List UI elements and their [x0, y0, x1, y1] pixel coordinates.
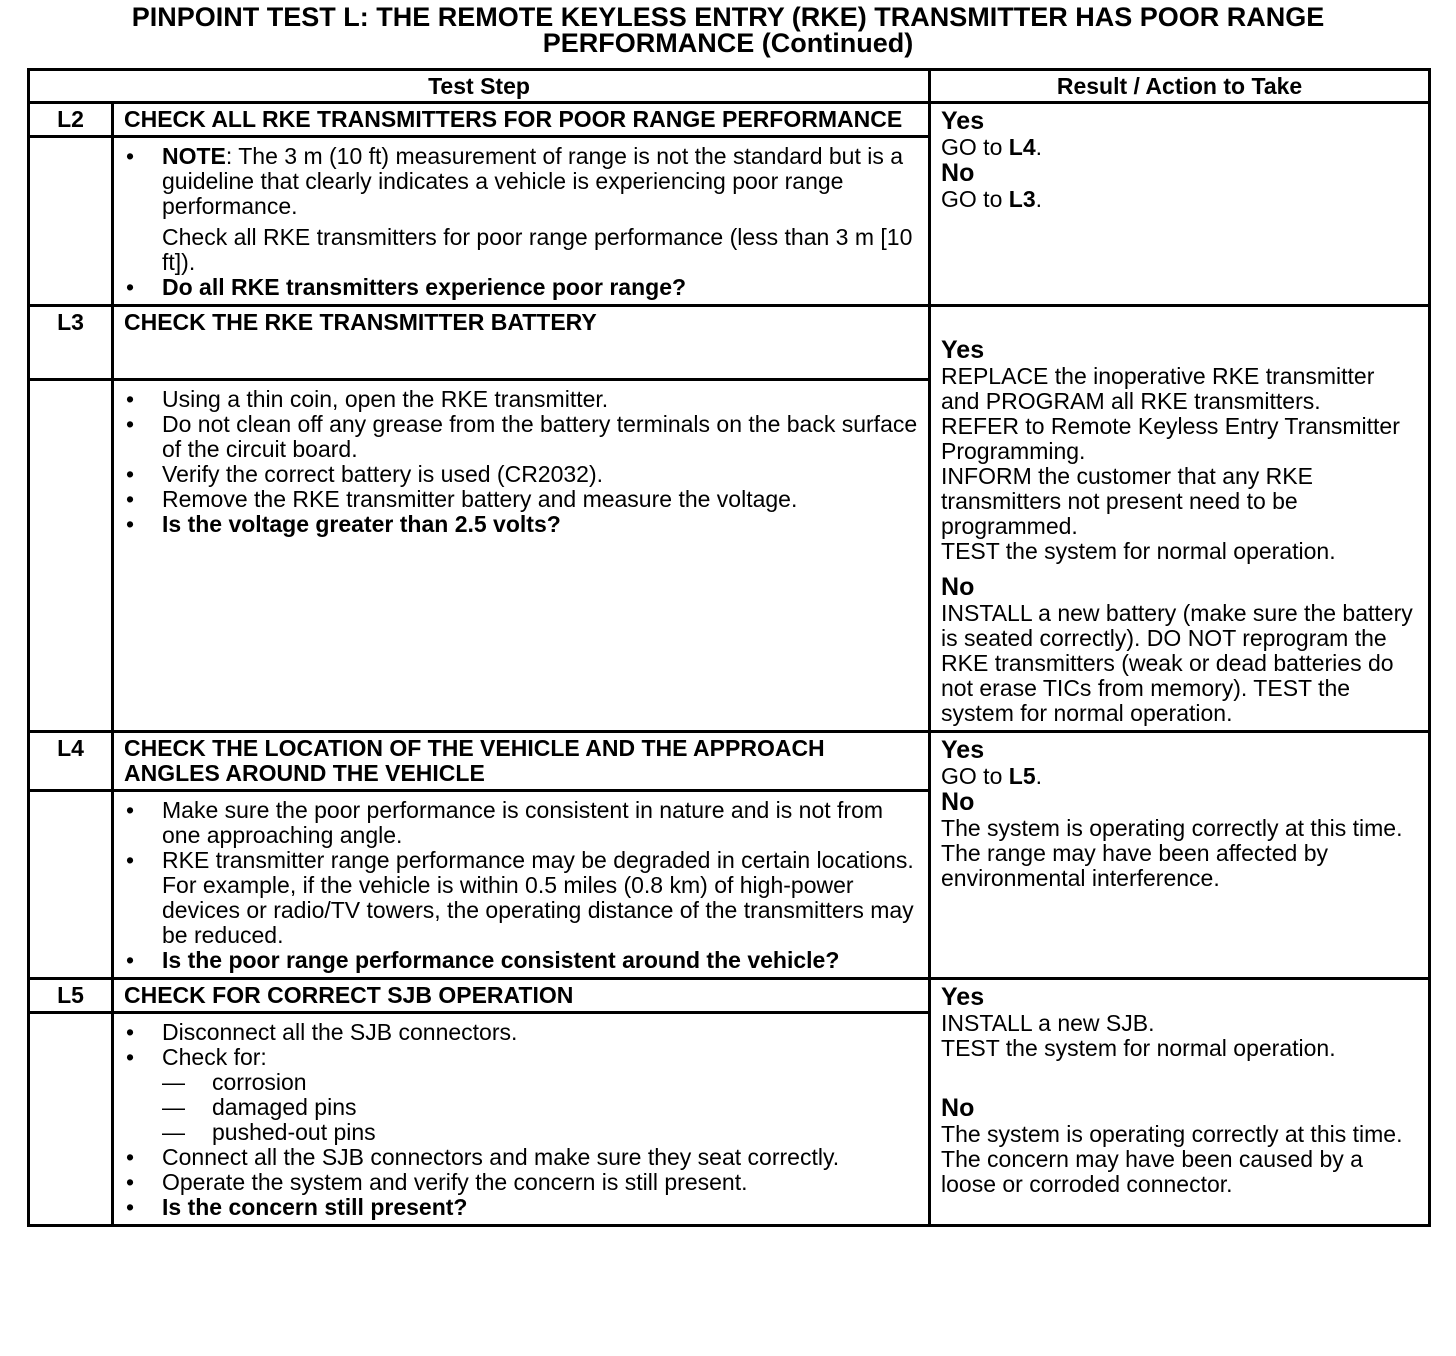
note-label: NOTE [162, 143, 226, 169]
no-label: No [941, 573, 975, 601]
bullet-text: Using a thin coin, open the RKE transmitter. [162, 385, 609, 412]
bullet-item: • RKE transmitter range performance may be degraded in certain locations. For example, if the vehicle is within 0.5 miles (0.8 km) of high-power devices or radio/TV towers, the operating distance of the transmitters may be reduced. [125, 847, 914, 948]
question-text: Is the concern still present? [162, 1194, 468, 1220]
step-heading: CHECK THE LOCATION OF THE VEHICLE AND THE APPROACH ANGLES AROUND THE VEHICLE [113, 732, 930, 791]
bullet-question: • Do all RKE transmitters experience poor range? [125, 274, 687, 300]
yes-label: Yes [941, 107, 985, 135]
step-l2-heading-row [29, 103, 1430, 137]
step-heading: CHECK ALL RKE TRANSMITTERS FOR POOR RANGE PERFORMANCE [113, 103, 930, 137]
yes-line: INSTALL a new SJB. [941, 1010, 1155, 1036]
bullet-question: • Is the voltage greater than 2.5 volts? [125, 510, 561, 537]
yes-label: Yes [941, 983, 985, 1011]
bullet-text: Check for: [162, 1044, 267, 1070]
step-link: L3 [1008, 186, 1036, 212]
yes-line: INFORM the customer that any RKE transmitters not present need to be programmed. [941, 463, 1313, 539]
no-action: The system is operating correctly at this time. The range may have been affected by environmental interference. [941, 815, 1403, 891]
no-label: No [941, 788, 975, 816]
yes-action [941, 764, 1418, 789]
step-number: L2 [29, 103, 113, 137]
dash-mark: — [162, 1094, 185, 1120]
bullet-item: • Verify the correct battery is used (CR2032). [125, 460, 604, 487]
yes-action [941, 135, 1418, 160]
bullet-text: Connect all the SJB connectors and make sure they seat correctly. [162, 1144, 840, 1170]
no-action: The system is operating correctly at this time. The concern may have been caused by a loose or corroded connector. [941, 1121, 1403, 1197]
page-title [0, 4, 1456, 56]
bullet-text: Disconnect all the SJB connectors. [162, 1019, 518, 1045]
step-l4-result [930, 732, 1430, 979]
empty-cell [29, 791, 113, 979]
step-body [113, 791, 930, 979]
no-label: No [941, 1094, 975, 1122]
bullet-item: • Disconnect all the SJB connectors. [125, 1019, 518, 1045]
bullet-text: RKE transmitter range performance may be degraded in certain locations. For example, if the vehicle is within 0.5 miles (0.8 km) of high-power devices or radio/TV towers, the operating distance of the transmitters may be reduced. [162, 847, 914, 948]
step-link: L4 [1008, 134, 1036, 160]
bullet-question: • Is the concern still present? [125, 1194, 468, 1220]
title-line-1: PINPOINT TEST L: THE REMOTE KEYLESS ENTRY (RKE) TRANSMITTER HAS POOR RANGE [131, 2, 1325, 32]
no-action [941, 187, 1418, 212]
bullet-question: • Is the poor range performance consistent around the vehicle? [125, 947, 840, 973]
step-l4-heading-row [29, 732, 1430, 791]
header-row [29, 70, 1430, 103]
bullet-item: • Operate the system and verify the concern is still present. [125, 1169, 748, 1195]
bullet-item: • Do not clean off any grease from the battery terminals on the back surface of the circuit board. [125, 410, 918, 462]
bullet-item: • Remove the RKE transmitter battery and measure the voltage. [125, 485, 798, 512]
yes-line: TEST the system for normal operation. [941, 1035, 1336, 1061]
go-to-text: GO to [941, 186, 1009, 212]
step-l5-heading-row [29, 979, 1430, 1013]
sub-item-text: damaged pins [212, 1094, 357, 1120]
step-number: L5 [29, 979, 113, 1013]
pinpoint-test-table [27, 68, 1431, 1227]
bullet-item: • Check for: [125, 1044, 267, 1070]
dash-mark: — [162, 1069, 185, 1095]
bullet-text: Operate the system and verify the concern is still present. [162, 1169, 748, 1195]
step-l3-heading-row [29, 306, 1430, 380]
bullet-text: Do not clean off any grease from the battery terminals on the back surface of the circuit board. [162, 410, 918, 462]
sub-item-text: corrosion [212, 1069, 307, 1095]
step-number: L4 [29, 732, 113, 791]
bullet-text: Verify the correct battery is used (CR2032). [162, 460, 604, 487]
yes-line: TEST the system for normal operation. [941, 538, 1336, 564]
empty-cell [29, 379, 113, 731]
yes-label: Yes [941, 336, 985, 364]
note-continuation: Check all RKE transmitters for poor range performance (less than 3 m [10 ft]). [162, 224, 913, 275]
test-step-header: Test Step [29, 70, 930, 103]
question-text: Is the poor range performance consistent around the vehicle? [162, 947, 840, 973]
step-l3-result [930, 306, 1430, 732]
no-label: No [941, 159, 975, 187]
period: . [1035, 763, 1042, 789]
result-header: Result / Action to Take [930, 70, 1430, 103]
title-line-2: PERFORMANCE (Continued) [542, 28, 914, 58]
question-text: Do all RKE transmitters experience poor range? [162, 274, 687, 300]
step-l5-result [930, 979, 1430, 1226]
bullet-item: • Make sure the poor performance is consistent in nature and is not from one approaching angle. [125, 797, 884, 848]
sub-item [124, 1120, 918, 1145]
no-action: INSTALL a new battery (make sure the battery is seated correctly). DO NOT reprogram the RKE transmitters (weak or dead batteries do not erase TICs from memory). TEST the system for normal operation. [941, 600, 1413, 726]
go-to-text: GO to [941, 763, 1009, 789]
question-text: Is the voltage greater than 2.5 volts? [162, 510, 561, 537]
empty-cell [29, 137, 113, 306]
sub-item-text: pushed-out pins [212, 1119, 376, 1145]
step-l2-result [930, 103, 1430, 306]
bullet-item: • Using a thin coin, open the RKE transmitter. [125, 385, 609, 412]
go-to-text: GO to [941, 134, 1009, 160]
empty-cell [29, 1013, 113, 1226]
period: . [1035, 134, 1042, 160]
step-heading: CHECK THE RKE TRANSMITTER BATTERY [113, 306, 930, 380]
step-heading: CHECK FOR CORRECT SJB OPERATION [113, 979, 930, 1013]
step-number: L3 [29, 306, 113, 380]
step-link: L5 [1008, 763, 1036, 789]
step-body [113, 137, 930, 306]
sub-item [124, 1095, 918, 1120]
sub-item [124, 1070, 918, 1095]
step-body [113, 379, 930, 731]
yes-line: REPLACE the inoperative RKE transmitter and PROGRAM all RKE transmitters. [941, 363, 1375, 414]
dash-mark: — [162, 1119, 185, 1145]
yes-label: Yes [941, 736, 985, 764]
note-text: : The 3 m (10 ft) measurement of range is not the standard but is a guideline that clearly indicates a vehicle is experiencing poor range performance. [162, 143, 904, 219]
step-body [113, 1013, 930, 1226]
period: . [1035, 186, 1042, 212]
yes-line: REFER to Remote Keyless Entry Transmitter Programming. [941, 413, 1400, 464]
bullet-item: • NOTE: The 3 m (10 ft) measurement of range is not the standard but is a guideline that clearly indicates a vehicle is experiencing poor range performance. Check all RKE transmitters for poor range performance (less than 3 m [10 ft]). [124, 144, 918, 275]
bullet-text: Make sure the poor performance is consistent in nature and is not from one approaching angle. [162, 797, 884, 848]
bullet-item: • Connect all the SJB connectors and make sure they seat correctly. [125, 1144, 840, 1170]
bullet-text: Remove the RKE transmitter battery and measure the voltage. [162, 485, 798, 512]
